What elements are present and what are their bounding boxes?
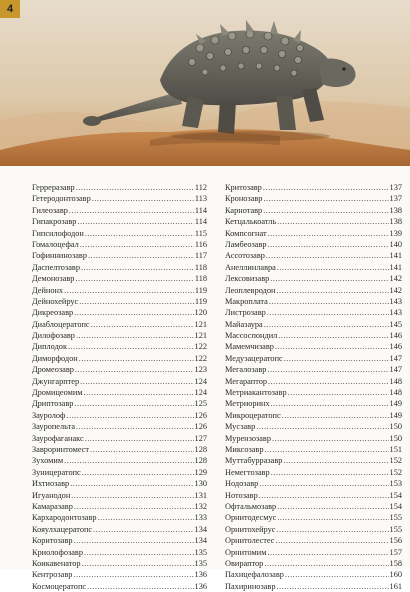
entry-name: Овираптор xyxy=(225,558,264,568)
entry-page-number: 142 xyxy=(389,274,402,284)
index-entry xyxy=(225,410,402,421)
dot-leader xyxy=(275,341,389,352)
dot-leader xyxy=(271,467,389,478)
entry-page-number: 142 xyxy=(389,285,402,295)
index-entry xyxy=(225,581,402,592)
dot-leader xyxy=(79,296,194,307)
dot-leader xyxy=(264,319,389,330)
index-entry xyxy=(225,307,402,318)
index-entry xyxy=(225,273,402,284)
entry-name: Листрозавр xyxy=(225,308,266,318)
index-entry xyxy=(225,296,402,307)
dot-leader xyxy=(64,455,193,466)
entry-name: Кархародонтозавр xyxy=(32,513,97,523)
entry-page-number: 158 xyxy=(389,558,402,568)
entry-name: Орнитомим xyxy=(225,547,267,557)
entry-page-number: 150 xyxy=(389,433,402,443)
entry-page-number: 119 xyxy=(194,285,207,295)
entry-name: Леоплевродон xyxy=(225,285,276,295)
dot-leader xyxy=(267,364,388,375)
dot-leader xyxy=(278,330,388,341)
dot-leader xyxy=(276,581,388,592)
dot-leader xyxy=(79,353,194,364)
entry-name: Метриоринх xyxy=(225,399,270,409)
dot-leader xyxy=(285,569,389,580)
dot-leader xyxy=(82,558,194,569)
entry-name: Карнотавр xyxy=(225,205,263,215)
entry-name: Орнитолестес xyxy=(225,536,275,546)
dot-leader xyxy=(265,444,389,455)
entry-name: Герреразавр xyxy=(32,183,75,192)
index-entry xyxy=(225,569,402,580)
entry-page-number: 122 xyxy=(194,342,207,352)
dot-leader xyxy=(270,273,388,284)
entry-name: Массоспондил xyxy=(225,331,278,341)
entry-page-number: 140 xyxy=(389,239,402,249)
dot-leader xyxy=(68,341,194,352)
entry-name: Игуанодон xyxy=(32,490,71,500)
index-entry xyxy=(225,387,402,398)
entry-page-number: 120 xyxy=(194,308,207,318)
dot-leader xyxy=(88,250,194,261)
index-entry xyxy=(225,512,402,523)
index-entry xyxy=(32,387,207,398)
entry-name: Критозавр xyxy=(225,183,262,192)
entry-name: Камаразавр xyxy=(32,501,73,511)
index-entry xyxy=(32,341,207,352)
dot-leader xyxy=(284,353,389,364)
dot-leader xyxy=(277,216,388,227)
index-entry xyxy=(32,239,207,250)
index-entry xyxy=(32,421,207,432)
dot-leader xyxy=(264,558,388,569)
entry-name: Миксозавр xyxy=(225,444,264,454)
entry-name: Анеллинлавра xyxy=(225,262,276,272)
entry-page-number: 134 xyxy=(194,524,207,534)
armored-dinosaur-image xyxy=(0,0,410,166)
entry-page-number: 135 xyxy=(194,547,207,557)
entry-name: Метриакантозавр xyxy=(225,388,287,398)
entry-name: Мегалозавр xyxy=(225,365,267,375)
entry-page-number: 146 xyxy=(389,331,402,341)
index-entry xyxy=(32,307,207,318)
entry-name: Коритозавр xyxy=(32,536,73,546)
entry-name: Нодозавр xyxy=(225,479,259,489)
entry-page-number: 117 xyxy=(194,251,207,261)
entry-page-number: 121 xyxy=(194,331,207,341)
entry-name: Немегтозавр xyxy=(225,467,270,477)
entry-name: Зуницератопс xyxy=(32,467,81,477)
index-entry xyxy=(32,319,207,330)
index-entry xyxy=(32,581,207,592)
index-entry xyxy=(225,353,402,364)
index-entry xyxy=(32,285,207,296)
index-entry xyxy=(32,524,207,535)
dot-leader xyxy=(75,273,193,284)
entry-page-number: 153 xyxy=(389,479,402,489)
entry-page-number: 146 xyxy=(389,342,402,352)
index-entry xyxy=(225,228,402,239)
dot-leader xyxy=(263,193,388,204)
page-number: 4 xyxy=(0,0,20,18)
index-entry xyxy=(32,205,207,216)
entry-page-number: 136 xyxy=(194,581,207,591)
entry-name: Диморфодон xyxy=(32,353,78,363)
dot-leader xyxy=(277,262,389,273)
entry-page-number: 132 xyxy=(194,501,207,511)
entry-name: Дромицеомим xyxy=(32,388,83,398)
index-entry xyxy=(225,547,402,558)
dot-leader xyxy=(76,182,194,193)
index-left-column xyxy=(32,182,207,592)
dot-leader xyxy=(268,239,389,250)
entry-name: Гомалоцефал xyxy=(32,239,79,249)
dot-leader xyxy=(268,376,389,387)
entry-page-number: 143 xyxy=(389,308,402,318)
entry-name: Криолофозавр xyxy=(32,547,84,557)
entry-name: Нотозавр xyxy=(225,490,258,500)
index-entry xyxy=(225,444,402,455)
dot-leader xyxy=(82,467,194,478)
dot-leader xyxy=(263,182,389,193)
entry-page-number: 138 xyxy=(389,217,402,227)
entry-page-number: 161 xyxy=(389,581,402,591)
index-entry xyxy=(32,455,207,466)
index-entry xyxy=(225,182,402,193)
dot-leader xyxy=(256,421,388,432)
dot-leader xyxy=(92,193,194,204)
dot-leader xyxy=(268,228,389,239)
dot-leader xyxy=(80,239,194,250)
index-entry xyxy=(225,535,402,546)
entry-page-number: 156 xyxy=(389,536,402,546)
entry-page-number: 150 xyxy=(389,422,402,432)
entry-name: Лексовизавр xyxy=(225,274,270,284)
dot-leader xyxy=(282,410,389,421)
entry-page-number: 133 xyxy=(194,513,207,523)
dot-leader xyxy=(75,364,194,375)
dot-leader xyxy=(87,581,193,592)
dot-leader xyxy=(276,535,389,546)
entry-name: Завроринтомест xyxy=(32,444,90,454)
dot-leader xyxy=(85,228,194,239)
dot-leader xyxy=(84,547,194,558)
dot-leader xyxy=(283,455,388,466)
entry-page-number: 126 xyxy=(194,410,207,420)
entry-page-number: 139 xyxy=(389,228,402,238)
entry-page-number: 113 xyxy=(194,194,207,204)
entry-name: Дикреозавр xyxy=(32,308,74,318)
index-entry xyxy=(225,524,402,535)
index-entry xyxy=(225,376,402,387)
index-entry xyxy=(32,410,207,421)
entry-page-number: 114 xyxy=(194,217,207,227)
entry-name: Офтальмозавр xyxy=(225,501,277,511)
index-entry xyxy=(225,398,402,409)
entry-name: Зухомим xyxy=(32,456,64,466)
index-entry xyxy=(32,193,207,204)
entry-name: Компсогнат xyxy=(225,228,267,238)
index-entry xyxy=(225,467,402,478)
index-entry xyxy=(32,273,207,284)
index-entry xyxy=(32,364,207,375)
dot-leader xyxy=(267,547,388,558)
index-entry xyxy=(32,262,207,273)
entry-name: Ихтиозавр xyxy=(32,479,70,489)
index-entry xyxy=(32,547,207,558)
entry-page-number: 157 xyxy=(389,547,402,557)
index-entry xyxy=(32,250,207,261)
dot-leader xyxy=(266,250,389,261)
index-entry xyxy=(225,501,402,512)
entry-name: Орнитодесмус xyxy=(225,513,277,523)
index-entry xyxy=(225,455,402,466)
index-entry xyxy=(32,512,207,523)
entry-page-number: 137 xyxy=(389,183,402,192)
index-entry xyxy=(225,490,402,501)
entry-name: Кентрозавр xyxy=(32,570,73,580)
index-entry xyxy=(225,262,402,273)
entry-page-number: 118 xyxy=(194,274,207,284)
dot-leader xyxy=(74,307,193,318)
entry-page-number: 155 xyxy=(389,513,402,523)
entry-page-number: 135 xyxy=(194,558,207,568)
entry-name: Космоцератопс xyxy=(32,581,87,591)
entry-page-number: 125 xyxy=(194,399,207,409)
dot-leader xyxy=(80,376,193,387)
entry-page-number: 147 xyxy=(389,353,402,363)
index-entry xyxy=(32,182,207,193)
entry-name: Гофиннинозавр xyxy=(32,251,87,261)
entry-page-number: 141 xyxy=(389,251,402,261)
dot-leader xyxy=(73,569,193,580)
entry-page-number: 129 xyxy=(194,467,207,477)
dot-leader xyxy=(272,433,389,444)
dot-leader xyxy=(81,262,194,273)
entry-page-number: 149 xyxy=(389,399,402,409)
entry-page-number: 127 xyxy=(194,433,207,443)
dot-leader xyxy=(91,319,194,330)
dot-leader xyxy=(98,512,194,523)
entry-page-number: 116 xyxy=(194,239,207,249)
dot-leader xyxy=(93,524,193,535)
index-entry xyxy=(32,398,207,409)
dot-leader xyxy=(64,285,194,296)
index-right-column xyxy=(225,182,402,592)
entry-page-number: 124 xyxy=(194,388,207,398)
dot-leader xyxy=(276,285,388,296)
entry-name: Кронозавр xyxy=(225,194,263,204)
dot-leader xyxy=(76,330,194,341)
entry-name: Гилеозавр xyxy=(32,205,68,215)
entry-page-number: 124 xyxy=(194,376,207,386)
index-entry xyxy=(225,421,402,432)
entry-name: Мурензозавр xyxy=(225,433,271,443)
dot-leader xyxy=(271,398,389,409)
entry-page-number: 128 xyxy=(194,456,207,466)
dinosaur-illustration xyxy=(0,0,410,166)
entry-name: Микроцератопс xyxy=(225,410,281,420)
entry-name: Пахиринозавр xyxy=(225,581,276,591)
entry-name: Заурофаганакс xyxy=(32,433,84,443)
index-entry xyxy=(32,478,207,489)
dot-leader xyxy=(74,501,194,512)
entry-name: Коикавенатор xyxy=(32,558,81,568)
entry-page-number: 141 xyxy=(389,262,402,272)
dot-leader xyxy=(74,398,193,409)
index-entry xyxy=(32,501,207,512)
index-entry xyxy=(32,569,207,580)
entry-name: Мегараптор xyxy=(225,376,268,386)
entry-page-number: 123 xyxy=(194,365,207,375)
entry-page-number: 154 xyxy=(389,501,402,511)
dot-leader xyxy=(267,307,389,318)
entry-page-number: 126 xyxy=(194,422,207,432)
entry-name: Дриптозавр xyxy=(32,399,74,409)
index-entry xyxy=(32,535,207,546)
entry-name: Диплодок xyxy=(32,342,67,352)
entry-page-number: 137 xyxy=(389,194,402,204)
dot-leader xyxy=(85,433,194,444)
entry-page-number: 152 xyxy=(389,456,402,466)
index-entry xyxy=(32,467,207,478)
index-entry xyxy=(32,216,207,227)
entry-page-number: 160 xyxy=(389,570,402,580)
entry-page-number: 138 xyxy=(389,205,402,215)
index-entry xyxy=(225,341,402,352)
entry-name: Гипакрозавр xyxy=(32,217,77,227)
index-entry xyxy=(225,558,402,569)
entry-name: Орнитохейрус xyxy=(225,524,276,534)
entry-page-number: 148 xyxy=(389,376,402,386)
entry-page-number: 130 xyxy=(194,479,207,489)
entry-name: Муттабурразавр xyxy=(225,456,283,466)
entry-page-number: 134 xyxy=(194,536,207,546)
entry-page-number: 131 xyxy=(194,490,207,500)
index-entry xyxy=(32,558,207,569)
entry-name: Дейнохейрус xyxy=(32,296,79,306)
entry-page-number: 143 xyxy=(389,296,402,306)
index-entry xyxy=(225,330,402,341)
dot-leader xyxy=(76,421,194,432)
entry-page-number: 149 xyxy=(389,410,402,420)
dot-leader xyxy=(288,387,389,398)
dot-leader xyxy=(269,296,389,307)
index-entry xyxy=(32,296,207,307)
entry-page-number: 154 xyxy=(389,490,402,500)
index-entry xyxy=(32,330,207,341)
index-entry xyxy=(32,228,207,239)
entry-name: Ламбеозавр xyxy=(225,239,267,249)
dot-leader xyxy=(263,205,388,216)
entry-name: Гетеродонтозавр xyxy=(32,194,91,204)
index-entry xyxy=(225,285,402,296)
entry-page-number: 155 xyxy=(389,524,402,534)
entry-page-number: 119 xyxy=(194,296,207,306)
index-entry xyxy=(32,353,207,364)
entry-name: Мусзавр xyxy=(225,422,256,432)
dot-leader xyxy=(69,205,194,216)
index-entry xyxy=(225,250,402,261)
dot-leader xyxy=(74,535,194,546)
entry-name: Зауролоф xyxy=(32,410,66,420)
index-entry xyxy=(225,193,402,204)
dot-leader xyxy=(90,444,194,455)
entry-page-number: 145 xyxy=(389,319,402,329)
dot-leader xyxy=(276,524,388,535)
entry-page-number: 114 xyxy=(194,205,207,215)
entry-name: Дилофозавр xyxy=(32,331,75,341)
entry-name: Мамемчизавр xyxy=(225,342,274,352)
entry-name: Зауропельта xyxy=(32,422,76,432)
entry-name: Джунгарптер xyxy=(32,376,80,386)
dot-leader xyxy=(259,478,388,489)
entry-page-number: 128 xyxy=(194,444,207,454)
index-entry xyxy=(225,364,402,375)
index-entry xyxy=(32,433,207,444)
entry-name: Даспелтозавр xyxy=(32,262,80,272)
entry-name: Майазаура xyxy=(225,319,263,329)
index-entry xyxy=(225,205,402,216)
dot-leader xyxy=(277,501,388,512)
entry-page-number: 147 xyxy=(389,365,402,375)
entry-page-number: 152 xyxy=(389,467,402,477)
entry-name: Макроплата xyxy=(225,296,268,306)
entry-page-number: 115 xyxy=(194,228,207,238)
dot-leader xyxy=(259,490,389,501)
entry-page-number: 112 xyxy=(194,183,207,192)
index-entry xyxy=(225,239,402,250)
dot-leader xyxy=(66,410,193,421)
dot-leader xyxy=(70,478,193,489)
entry-name: Дромеозавр xyxy=(32,365,74,375)
entry-page-number: 118 xyxy=(194,262,207,272)
index-entry xyxy=(32,444,207,455)
index-entry xyxy=(225,216,402,227)
entry-name: Ассотозавр xyxy=(225,251,265,261)
dot-leader xyxy=(71,490,193,501)
entry-name: Кояулхацератопс xyxy=(32,524,93,534)
entry-name: Диаблоцератопс xyxy=(32,319,90,329)
entry-page-number: 122 xyxy=(194,353,207,363)
index-entry xyxy=(225,319,402,330)
index-entry xyxy=(225,478,402,489)
index-entry xyxy=(32,376,207,387)
dot-leader xyxy=(77,216,193,227)
entry-name: Гипсилофодон xyxy=(32,228,84,238)
entry-page-number: 148 xyxy=(389,388,402,398)
entry-name: Демонозавр xyxy=(32,274,75,284)
index-entry xyxy=(225,433,402,444)
entry-name: Медузацератопс xyxy=(225,353,283,363)
entry-name: Дейнонх xyxy=(32,285,64,295)
entry-name: Пахицефалозавр xyxy=(225,570,284,580)
entry-name: Кетцалькоатль xyxy=(225,217,277,227)
dot-leader xyxy=(84,387,194,398)
index-entry xyxy=(32,490,207,501)
entry-page-number: 151 xyxy=(389,444,402,454)
entry-page-number: 121 xyxy=(194,319,207,329)
entry-page-number: 136 xyxy=(194,570,207,580)
dot-leader xyxy=(277,512,388,523)
